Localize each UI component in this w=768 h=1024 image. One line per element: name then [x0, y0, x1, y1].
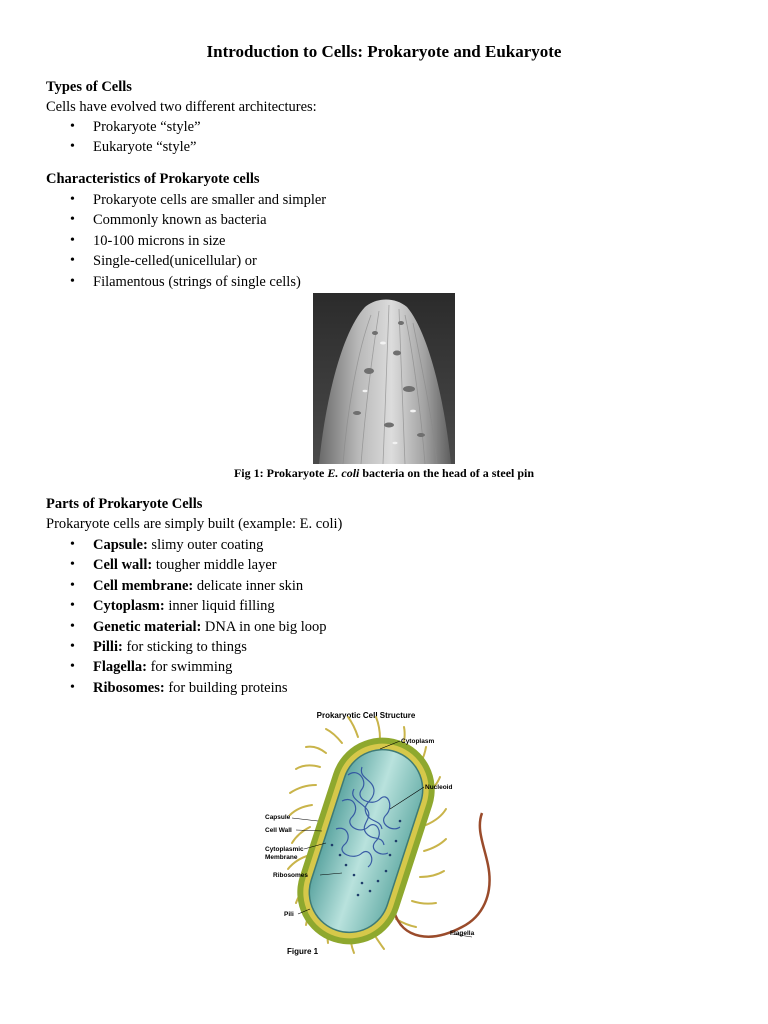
list-item — [46, 596, 327, 616]
figure1-caption — [0, 466, 768, 481]
list-item: • Eukaryote “style” — [46, 137, 201, 157]
parts-list — [46, 535, 327, 698]
list-item — [46, 555, 327, 575]
list-item — [46, 576, 327, 596]
list-item: • Commonly known as bacteria — [46, 210, 326, 230]
types-list — [46, 117, 201, 158]
term: Capsule: — [93, 537, 148, 553]
list-item: • 10-100 microns in size — [46, 231, 326, 251]
characteristics-heading: Characteristics of Prokaryote cells — [46, 171, 260, 187]
term: Genetic material: — [93, 618, 202, 635]
prokaryotic-cell-diagram — [262, 705, 502, 967]
page-title: Introduction to Cells: Prokaryote and Eukaryote — [206, 42, 562, 61]
term: Pilli: — [93, 638, 123, 655]
description: for swimming — [146, 659, 233, 676]
list-item: • Filamentous (strings of single cells) — [46, 272, 326, 292]
description: for sticking to things — [122, 638, 247, 655]
label-cytoplasmic: Cytoplasmic — [265, 846, 304, 853]
label-ribosomes: Ribosomes — [273, 872, 309, 879]
caption-text: bacteria on the head of a steel pin — [359, 466, 535, 480]
list-item — [46, 637, 327, 657]
description: DNA in one big loop — [201, 618, 327, 635]
description: tougher middle layer — [152, 557, 277, 574]
term: Cell membrane: — [93, 577, 194, 594]
term: Ribosomes: — [93, 679, 165, 696]
description: slimy outer coating — [147, 537, 264, 553]
list-item: • Prokaryote cells are smaller and simpler — [46, 190, 326, 210]
term: Flagella: — [93, 659, 147, 676]
diagram-title: Prokaryotic Cell Structure — [316, 711, 416, 720]
characteristics-list — [46, 190, 326, 292]
term: Cell wall: — [93, 557, 153, 574]
label-flagella: Flagella — [450, 930, 475, 937]
label-cytoplasm: Cytoplasm — [401, 738, 435, 745]
label-nucleoid: Nucleoid — [425, 784, 453, 791]
list-item — [46, 617, 327, 637]
label-pili: Pili — [284, 911, 294, 918]
list-item — [46, 535, 327, 555]
label-cell-wall: Cell Wall — [265, 827, 292, 834]
list-item: • Prokaryote “style” — [46, 117, 201, 137]
description: for building proteins — [164, 679, 288, 696]
label-membrane: Membrane — [265, 854, 298, 861]
term: Cytoplasm: — [93, 598, 165, 615]
ecoli-pin-micrograph — [313, 293, 455, 464]
types-intro: Cells have evolved two different architectures: — [46, 99, 317, 115]
list-item: • Single-celled(unicellular) or — [46, 251, 326, 271]
description: inner liquid filling — [164, 598, 275, 615]
label-capsule: Capsule — [265, 814, 291, 821]
list-item — [46, 678, 327, 698]
parts-heading: Parts of Prokaryote Cells — [46, 496, 203, 512]
description: delicate inner skin — [193, 577, 304, 594]
caption-text: Fig 1: Prokaryote — [233, 466, 328, 480]
list-item — [46, 657, 327, 677]
figure-label: Figure 1 — [287, 947, 319, 956]
parts-intro: Prokaryote cells are simply built (example: E. coli) — [46, 516, 343, 532]
caption-species: E. coli — [327, 466, 360, 480]
types-heading: Types of Cells — [46, 79, 132, 95]
